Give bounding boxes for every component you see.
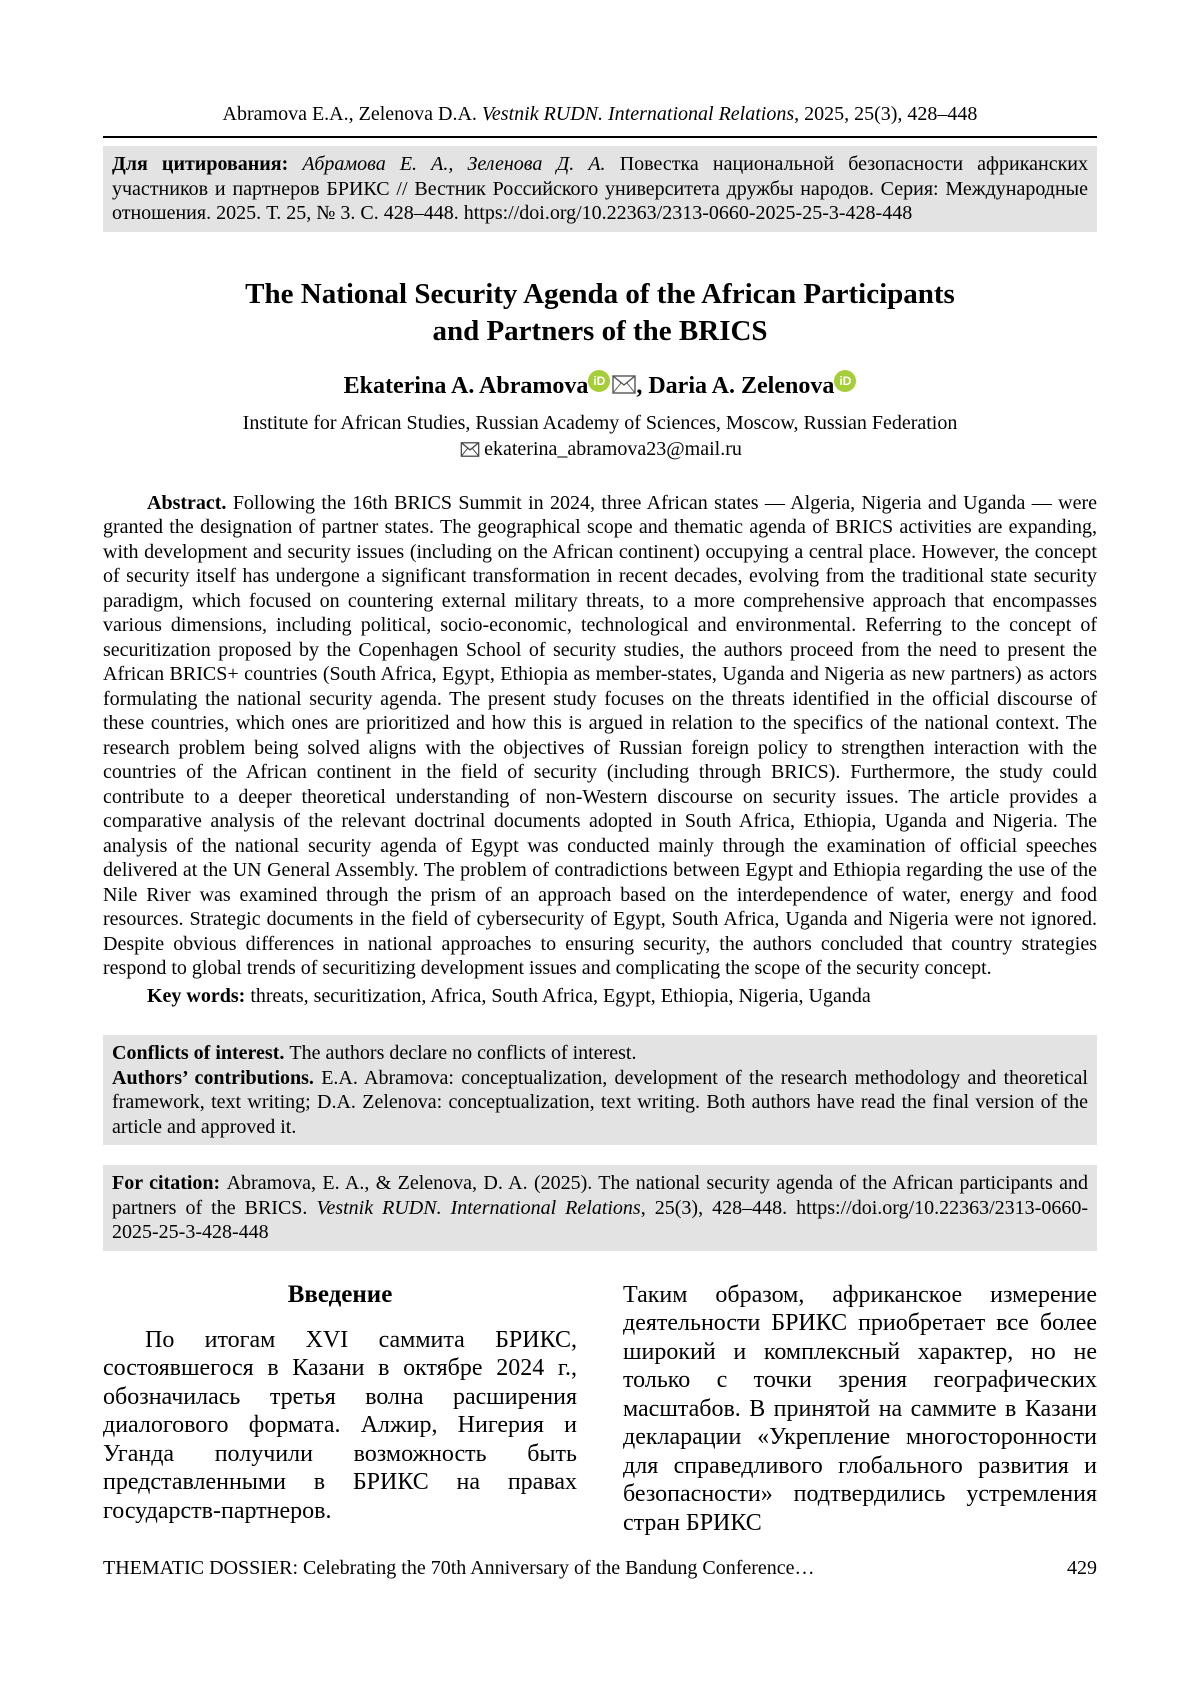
orcid-icon[interactable]: iD xyxy=(834,370,856,392)
for-citation-doi-link[interactable]: https://doi.org/10.22363/2313-0660-2025-25-3-428-448 xyxy=(112,1196,1088,1243)
keywords-line xyxy=(103,984,1097,1009)
for-citation-text xyxy=(112,1171,1088,1245)
orcid-icon[interactable]: iD xyxy=(588,370,610,392)
for-citation-before: Abramova, E. A., & Zelenova, D. A. (2025). The national security agenda of the African participants and partners of the BRICS. xyxy=(112,1172,1089,1219)
affiliation-line: Institute for African Studies, Russian Academy of Sciences, Moscow, Russian Federation xyxy=(242,411,958,434)
intro-right-column xyxy=(623,1281,1097,1538)
authors-separator: , xyxy=(636,372,649,399)
for-citation-box xyxy=(103,1165,1097,1251)
article-title-line2: and Partners of the BRICS xyxy=(432,314,768,347)
conflicts-text: The authors declare no conflicts of interest. xyxy=(289,1042,637,1064)
article-title-line1: The National Security Agenda of the African Participants xyxy=(245,277,955,310)
conflicts-contributions-box xyxy=(103,1035,1097,1145)
abstract-block xyxy=(103,491,1097,1009)
running-header-tail: , 2025, 25(3), 428–448 xyxy=(794,103,978,125)
intro-right-paragraph: Таким образом, африканское измерение деятельности БРИКС приобретает все более широкий и комплексный характер, но не только с точки зрения географических масштабов. В принятой на саммите в Казани декларации «Укрепление многосторонности для справедливого глобального развития и безопасности» подтвердились устремления стран БРИКС xyxy=(623,1281,1097,1536)
introduction-heading: Введение xyxy=(287,1280,393,1308)
running-header-journal: Vestnik RUDN. International Relations xyxy=(481,103,795,125)
contributions-label: Authors’ contributions. xyxy=(112,1066,322,1089)
contributions-text: E.A. Abramova: conceptualization, development of the research methodology and theoretical framework, text writing; D.A. Zelenova: conceptualization, text writing. Both authors have read the final version of the article and approved it. xyxy=(112,1066,1088,1138)
running-header-authors: Abramova E.A., Zelenova D.A. xyxy=(222,103,482,125)
for-citation-label: For citation: xyxy=(112,1172,227,1194)
running-header xyxy=(103,0,1097,126)
abstract-label: Abstract. xyxy=(147,491,233,514)
footer-thematic-dossier: THEMATIC DOSSIER: Celebrating the 70th Anniversary of the Bandung Conference… xyxy=(103,1557,815,1579)
envelope-icon xyxy=(460,439,480,463)
email-address-link[interactable]: ekaterina_abramova23@mail.ru xyxy=(484,437,742,460)
for-citation-after: , 25(3), 428–448. xyxy=(640,1196,797,1219)
article-title xyxy=(103,276,1097,350)
for-citation-journal: Vestnik RUDN. International Relations xyxy=(316,1196,641,1219)
citation-ru-label: Для цитирования: xyxy=(112,153,303,175)
author-1-name: Ekaterina A. Abramova xyxy=(343,372,589,399)
abstract-text: Following the 16th BRICS Summit in 2024, three African states — Algeria, Nigeria and Uganda — were granted the designation of partner states. The geographical scope and thematic agenda of BRICS activities are expanding, with development and security issues (including on the African continent) occupying a central place. However, the concept of security itself has undergone a significant transformation in recent decades, evolving from the traditional state security paradigm, which focused on countering external military threats, to a more comprehensive approach that encompasses various dimensions, including political, socio-economic, technological and environmental. Referring to the concept of securitization proposed by the Copenhagen School of security studies, the authors proceed from the need to present the African BRICS+ countries (South Africa, Egypt, Ethiopia as member-states, Uganda and Nigeria as new partners) as actors formulating the national security agenda. The present study focuses on the threats identified in the official discourse of these countries, which ones are prioritized and how this is argued in relation to the specifics of the national context. The research problem being solved aligns with the objectives of Russian foreign policy to strengthen interaction with the countries of the African continent in the field of security (including through BRICS). Furthermore, the study could contribute to a deeper theoretical understanding of non-Western discourse on security issues. The article provides a comparative analysis of the relevant doctrinal documents adopted in South Africa, Ethiopia, Uganda and Nigeria. The analysis of the national security agenda of Egypt was conducted mainly through the examination of official speeches delivered at the UN General Assembly. The problem of contradictions between Egypt and Ethiopia regarding the use of the Nile River was examined through the prism of an approach based on the interdependence of water, energy and food resources. Strategic documents in the field of cybersecurity of Egypt, South Africa, Uganda and Nigeria were not ignored. Despite obvious differences in national approaches to ensuring security, the authors concluded that country strategies respond to global trends of securitizing development issues and complicating the scope of the security concept. xyxy=(103,491,1097,979)
contributions-line xyxy=(112,1066,1088,1140)
intro-left-column xyxy=(103,1281,577,1538)
citation-ru-authors: Абрамова Е. А., Зеленова Д. А. xyxy=(302,153,620,175)
keywords-label: Key words: xyxy=(147,984,251,1007)
conflicts-label: Conflicts of interest. xyxy=(112,1042,290,1064)
keywords-text: threats, securitization, Africa, South Africa, Egypt, Ethiopia, Nigeria, Uganda xyxy=(250,984,871,1007)
citation-ru-box xyxy=(103,146,1097,232)
footer-page-number: 429 xyxy=(1067,1557,1097,1579)
citation-ru-doi-link[interactable]: https://doi.org/10.22363/2313-0660-2025-25-3-428-448 xyxy=(463,202,913,224)
conflicts-line xyxy=(112,1041,1088,1066)
page-footer xyxy=(103,1556,1097,1580)
email-line xyxy=(103,437,1097,463)
author-2-name: Daria A. Zelenova xyxy=(648,372,835,399)
abstract-paragraph xyxy=(103,491,1097,981)
intro-left-paragraph: По итогам XVI саммита БРИКС, состоявшегося в Казани в октябре 2024 г., обозначилась третья волна расширения диалогового формата. Алжир, Нигерия и Уганда получили возможность быть представленными в БРИКС на правах государств-партнеров. xyxy=(103,1326,577,1524)
citation-ru-body: Повестка национальной безопасности африканских участников и партнеров БРИКС // Вестник Российского университета дружбы народов. Серия: Международные отношения. 2025. Т. 25, № 3. С. 428–448. xyxy=(112,153,1088,224)
authors-line xyxy=(103,370,1097,402)
introduction-section xyxy=(103,1281,1097,1538)
envelope-icon[interactable] xyxy=(612,372,636,402)
citation-ru-text xyxy=(112,152,1088,226)
header-divider xyxy=(103,136,1097,138)
